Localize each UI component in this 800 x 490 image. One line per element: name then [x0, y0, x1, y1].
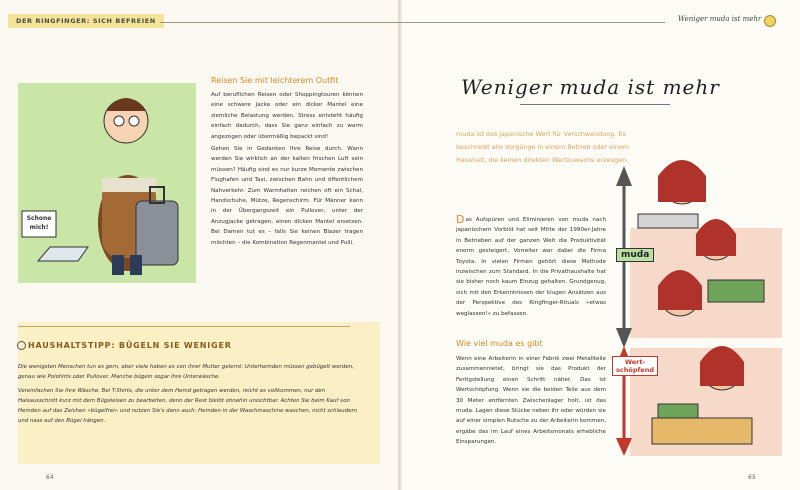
page-number-left: 64	[46, 474, 54, 481]
muda-paragraph-1	[456, 215, 606, 319]
outfit-paragraph-2: Gehen Sie in Gedanken Ihre Reise durch. Wann werden Sie wirklich an der kalten frischen Luft sein müssen? Häufig sind es nur kurze Momente zwischen Flughafen und Taxi, zwischen Bahn und öffentlichem Nahverkehr. Zum Warmhalten reichen oft ein Schal, Handschuhe, Mütze, Regenschirm. Für Männer kann in der Übergangszeit ein Pullover, unter der Anzugjacke getragen, einen dicken Mantel ersetzen. Bei Damen tut es – falls Sie keinen Blazer tragen möchten – die Kombination Regenmantel und Pulli.	[211, 146, 363, 246]
page-title: Weniger muda ist mehr	[461, 75, 720, 99]
intro-text: muda ist das japanische Wort für Verschwendung. Es beschreibt alle Vorgänge in einem Betrieb oder einem Haushalt, die keinen direkten Wertzuwachs erzeugen.	[456, 130, 629, 164]
outfit-paragraph-1: Auf beruflichen Reisen oder Shoppingtouren können eine schwere Jacke oder ein dicker Mantel eine ziemliche Belastung werden. Stress entsteht häufig einfach dadurch, dass Sie ganz einfach zu warm angezogen oder übermäßig bepackt sind!	[211, 92, 363, 140]
page-number-right: 65	[748, 474, 756, 481]
muda-paragraph-1-text: as Aufspüren und Eliminieren von muda nach japanischem Vorbild hat seit Mitte der 1990er-Jahre in Betrieben auf der ganzen Welt die Produktivität enorm gesteigert. Vorreiter war dabei die Firma Toyota. In vielen Firmen gehört diese Methode inzwischen zum Standard. In die Privathaushalte hat sie bisher noch kaum Einzug gehalten. Grundgenug, sich mit den Erkenntnissen der klugen Ansätzen aus der Perspektive des Ringfinger-Rituals »etwas weglassen!« zu befassen.	[456, 217, 606, 317]
tip-paragraph-2: Vereinfachen Sie Ihre Wäsche. Bei T-Shirts, die unter dem Hemd getragen werden, reicht es vollkommen, nur den Halsausschnitt kurz mit dem Bügeleisen zu bearbeiten, denn der Rest bleibt ohnehin unsichtbar. Achten Sie beim Kauf von Hemden auf das Zeichen »bügelfrei« und nutzen Sie's dann auch: Hemden in der Waschmaschine waschen, nicht schleudern und nass auf den Bügel hängen.	[18, 388, 358, 424]
traveller-cartoon-icon	[18, 83, 196, 283]
office-worker-cartoon-icon	[612, 156, 784, 459]
tip-body	[18, 362, 358, 430]
chapter-tag: DER RINGFINGER: SICH BEFREIEN	[8, 14, 164, 28]
tip-title: HAUSHALTSTIPP: BÜGELN SIE WENIGER	[28, 341, 232, 350]
muda-label: muda	[616, 248, 654, 262]
traveller-illustration	[18, 83, 196, 283]
muda-body	[456, 215, 606, 321]
illustration-sign-label: Schone mich!	[26, 215, 52, 231]
section-heading-outfit: Reisen Sie mit leichterem Outfit	[211, 76, 339, 85]
title-underline	[520, 104, 670, 105]
tip-bullet-icon	[17, 341, 26, 350]
header-rule	[160, 22, 665, 23]
wertschoepfend-label: Wert-schöpfend	[612, 356, 658, 376]
muda-body-2	[456, 354, 606, 450]
section-dot-icon	[764, 15, 776, 27]
section-heading-muda: Wie viel muda es gibt	[456, 339, 543, 348]
muda-paragraph-2: Wenn eine Arbeiterin in einer Fabrik zwei Metallteile zusammennietet, bringt sie das Produkt der Fertigstellung einen Schritt näher. Das ist Wertschöpfung. Wenn sie die beiden Teile aus dem 30 Meter entfernten Zwischenlager holt, ist das muda. Lagen diese Stücke neben ihr oder würden sie auf einer simplen Rutsche zu der Arbeiterin kommen, ergäbe das im Lauf eines Arbeitsmonats erhebliche Einsparungen.	[456, 356, 606, 446]
tip-box-rule	[18, 326, 350, 327]
muda-illustration	[612, 156, 784, 459]
drop-cap: D	[456, 213, 465, 226]
outfit-body	[211, 90, 363, 250]
tip-paragraph-1: Die wenigsten Menschen tun es gern, aber viele haben es von ihrer Mutter gelernt: Unterhemden müssen gebügelt werden, genau wie Polohirts oder Pullover. Manche bügeln sogar ihre Unterwäsche.	[18, 364, 354, 380]
running-head: Weniger muda ist mehr	[678, 15, 762, 23]
